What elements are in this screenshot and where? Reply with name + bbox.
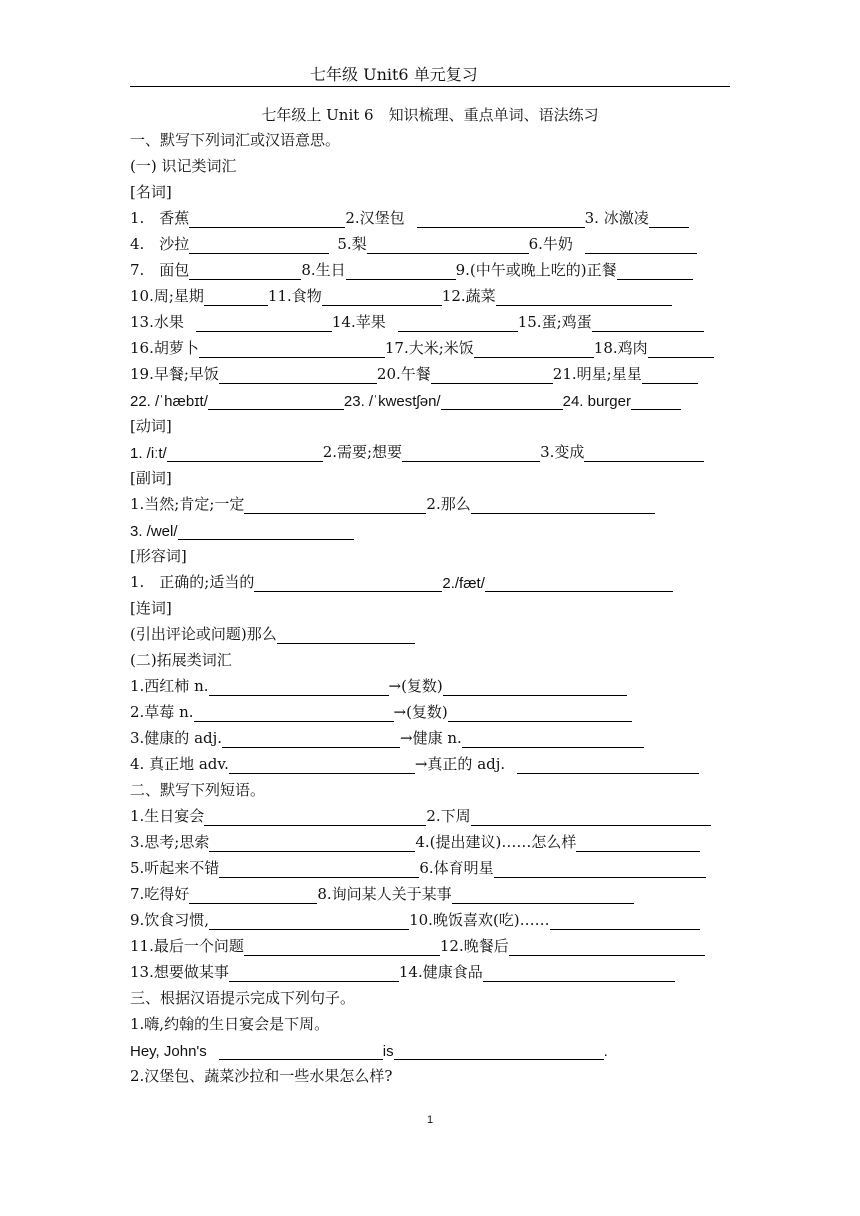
answer-blank[interactable] (219, 861, 419, 878)
answer-blank[interactable] (229, 757, 415, 774)
answer-blank[interactable] (494, 861, 706, 878)
adverbs-label: [副词] (130, 469, 172, 487)
answer-blank[interactable] (346, 263, 456, 280)
phrase-row: 5.听起来不错 6.体育明星 (130, 852, 730, 878)
answer-blank[interactable] (417, 211, 585, 228)
answer-blank[interactable] (222, 731, 400, 748)
answer-blank[interactable] (550, 913, 700, 930)
conj-label: [连词] (130, 599, 172, 617)
answer-blank[interactable] (196, 315, 332, 332)
answer-blank[interactable] (204, 809, 426, 826)
verbs-row: 1. /iːt/ 2.需要;想要 3.变成 (130, 436, 730, 462)
answer-blank[interactable] (483, 965, 675, 982)
nouns-label: [名词] (130, 183, 172, 201)
adverb-3: 3. /wel/ (130, 514, 730, 540)
ext-row: 1.西红柿 n. →(复数) (130, 670, 730, 696)
nouns-row: 1. 香蕉 2.汉堡包 3. 冰激凌 (130, 202, 730, 228)
answer-blank[interactable] (189, 237, 329, 254)
section3-heading: 三、根据汉语提示完成下列句子。 (130, 989, 356, 1007)
adj-label: [形容词] (130, 547, 187, 565)
nouns-row: 19.早餐;早饭 20.午餐 21.明星;星星 (130, 358, 730, 384)
answer-blank[interactable] (648, 341, 714, 358)
answer-blank[interactable] (394, 1043, 604, 1060)
answer-blank[interactable] (189, 887, 317, 904)
answer-blank[interactable] (471, 809, 711, 826)
adverbs-row: 1.当然;肯定;一定 2.那么 (130, 488, 730, 514)
section1-sub2: (二)拓展类词汇 (130, 651, 232, 669)
answer-blank[interactable] (254, 575, 442, 592)
answer-blank[interactable] (649, 211, 689, 228)
phrase-row: 1.生日宴会 2.下周 (130, 800, 730, 826)
answer-blank[interactable] (244, 939, 440, 956)
answer-blank[interactable] (209, 913, 409, 930)
phrase-row: 7.吃得好 8.询问某人关于某事 (130, 878, 730, 904)
ext-row: 3.健康的 adj. →健康 n. (130, 722, 730, 748)
answer-blank[interactable] (431, 367, 553, 384)
answer-blank[interactable] (642, 367, 698, 384)
nouns-row: 22. /ˈhæbɪt/ 23. /ˈkwestʃən/ 24. burger (130, 384, 730, 410)
answer-blank[interactable] (277, 627, 415, 644)
answer-blank[interactable] (229, 965, 399, 982)
nouns-row: 7. 面包 8.生日 9.(中午或晚上吃的)正餐 (130, 254, 730, 280)
answer-blank[interactable] (474, 341, 594, 358)
answer-blank[interactable] (496, 289, 672, 306)
answer-blank[interactable] (617, 263, 693, 280)
answer-blank[interactable] (167, 445, 323, 462)
sentence-prompt: 2.汉堡包、蔬菜沙拉和一些水果怎么样? (130, 1067, 393, 1085)
answer-blank[interactable] (509, 939, 705, 956)
phrase-row: 9.饮食习惯, 10.晚饭喜欢(吃)…… (130, 904, 730, 930)
sentence-prompt: 1.嗨,约翰的生日宴会是下周。 (130, 1015, 330, 1033)
nouns-row: 13.水果 14.苹果 15.蛋;鸡蛋 (130, 306, 730, 332)
page-number: 1 (426, 1114, 434, 1126)
answer-blank[interactable] (199, 341, 385, 358)
answer-blank[interactable] (402, 445, 540, 462)
ext-row: 4. 真正地 adv. →真正的 adj. (130, 748, 730, 774)
answer-blank[interactable] (585, 237, 697, 254)
answer-blank[interactable] (204, 289, 268, 306)
phrase-row: 13.想要做某事 14.健康食品 (130, 956, 730, 982)
answer-blank[interactable] (485, 575, 673, 592)
answer-blank[interactable] (462, 731, 644, 748)
verbs-label: [动词] (130, 417, 172, 435)
conj-row: (引出评论或问题)那么 (130, 618, 730, 644)
answer-blank[interactable] (322, 289, 442, 306)
answer-blank[interactable] (244, 497, 426, 514)
header-title: 七年级 Unit6 单元复习 (310, 65, 478, 84)
answer-blank[interactable] (443, 679, 627, 696)
adj-row: 1. 正确的;适当的 2./fæt/ (130, 566, 730, 592)
answer-blank[interactable] (576, 835, 700, 852)
answer-blank[interactable] (194, 705, 394, 722)
phrase-row: 11.最后一个问题 12.晚餐后 (130, 930, 730, 956)
answer-blank[interactable] (209, 835, 415, 852)
answer-blank[interactable] (367, 237, 529, 254)
answer-blank[interactable] (178, 523, 354, 540)
answer-blank[interactable] (452, 887, 634, 904)
answer-blank[interactable] (189, 211, 345, 228)
header-rule (130, 86, 730, 87)
section1-heading: 一、默写下列词汇或汉语意思。 (130, 131, 341, 149)
answer-blank[interactable] (189, 263, 301, 280)
answer-blank[interactable] (584, 445, 704, 462)
answer-blank[interactable] (471, 497, 655, 514)
answer-blank[interactable] (219, 1043, 383, 1060)
answer-blank[interactable] (631, 393, 681, 410)
section2-heading: 二、默写下列短语。 (130, 781, 266, 799)
answer-blank[interactable] (208, 393, 344, 410)
nouns-row: 4. 沙拉 5.梨 6.牛奶 (130, 228, 730, 254)
answer-blank[interactable] (219, 367, 377, 384)
section1-sub1: (一) 识记类词汇 (130, 157, 237, 175)
answer-blank[interactable] (517, 757, 699, 774)
nouns-row: 16.胡萝卜 17.大米;米饭 18.鸡肉 (130, 332, 730, 358)
answer-blank[interactable] (441, 393, 563, 410)
answer-blank[interactable] (592, 315, 704, 332)
document-subtitle: 七年级上 Unit 6 知识梳理、重点单词、语法练习 (261, 106, 599, 124)
ext-row: 2.草莓 n. →(复数) (130, 696, 730, 722)
sentence-answer-row: Hey, John's is . (130, 1043, 608, 1060)
nouns-row: 10.周;星期 11.食物 12.蔬菜 (130, 280, 730, 306)
answer-blank[interactable] (398, 315, 518, 332)
phrase-row: 3.思考;思索 4.(提出建议)……怎么样 (130, 826, 730, 852)
answer-blank[interactable] (448, 705, 632, 722)
answer-blank[interactable] (209, 679, 389, 696)
